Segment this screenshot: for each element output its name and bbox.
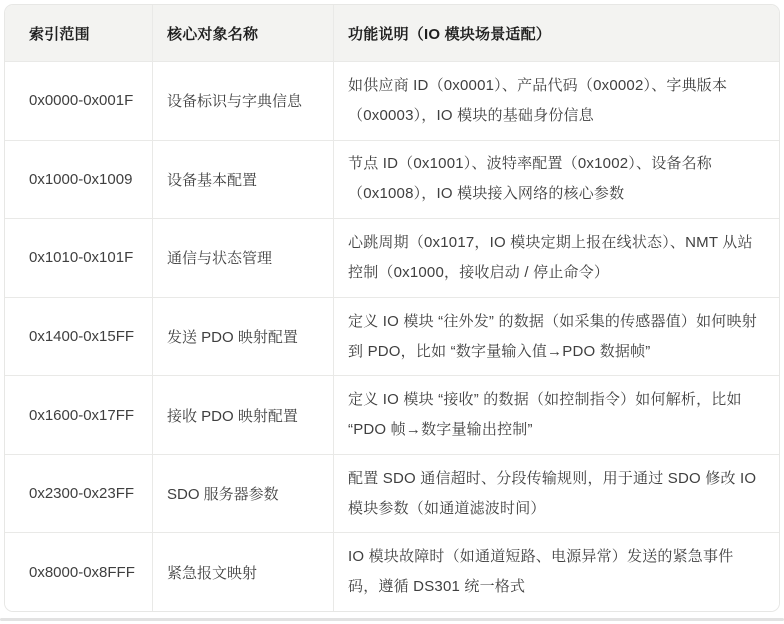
row-object-name-text: 设备基本配置 bbox=[167, 171, 258, 189]
row-function-description bbox=[333, 455, 779, 533]
row-function-description-text: 定义 IO 模块 “接收” 的数据（如控制指令）如何解析，比如 “PDO 帧→数字量输出控制” bbox=[348, 391, 742, 439]
row-object-name-text: SDO 服务器参数 bbox=[167, 486, 279, 504]
column-header-index-range: 索引范围 bbox=[29, 25, 90, 43]
row-index-range bbox=[5, 219, 152, 297]
row-index-range-text: 0x8000-0x8FFF bbox=[29, 563, 135, 581]
row-function-description bbox=[333, 219, 779, 297]
row-function-description-text: IO 模块故障时（如通道短路、电源异常）发送的紧急事件码，遵循 DS301 统一格式 bbox=[348, 548, 734, 596]
table-row bbox=[5, 532, 779, 611]
row-object-name bbox=[152, 219, 333, 297]
table-row bbox=[5, 61, 779, 140]
row-object-name bbox=[152, 298, 333, 376]
row-index-range-text: 0x1010-0x101F bbox=[29, 249, 134, 267]
column-header-object-name: 核心对象名称 bbox=[152, 5, 333, 61]
row-function-description-text: 如供应商 ID（0x0001）、产品代码（0x0002）、字典版本（0x0003），IO 模块的基础身份信息 bbox=[348, 76, 728, 124]
row-function-description bbox=[333, 141, 779, 219]
row-object-name bbox=[152, 533, 333, 611]
row-object-name-text: 通信与状态管理 bbox=[167, 250, 273, 268]
row-function-description bbox=[333, 62, 779, 140]
row-index-range-text: 0x1000-0x1009 bbox=[29, 170, 133, 188]
row-function-description-text: 心跳周期（0x1017，IO 模块定期上报在线状态）、NMT 从站控制（0x1000，接收启动 / 停止命令） bbox=[348, 233, 753, 281]
row-object-name bbox=[152, 376, 333, 454]
row-index-range bbox=[5, 141, 152, 219]
row-function-description-text: 定义 IO 模块 “往外发” 的数据（如采集的传感器值）如何映射到 PDO，比如 “数字量输入值→PDO 数据帧” bbox=[348, 312, 757, 360]
table-row bbox=[5, 375, 779, 454]
row-function-description bbox=[333, 298, 779, 376]
row-index-range-text: 0x0000-0x001F bbox=[29, 92, 134, 110]
horizontal-scrollbar-track[interactable] bbox=[0, 618, 784, 621]
row-index-range bbox=[5, 298, 152, 376]
row-object-name-text: 接收 PDO 映射配置 bbox=[167, 407, 298, 425]
row-function-description-text: 节点 ID（0x1001）、波特率配置（0x1002）、设备名称（0x1008），IO 模块接入网络的核心参数 bbox=[348, 155, 712, 203]
row-index-range bbox=[5, 376, 152, 454]
row-function-description bbox=[333, 533, 779, 611]
table-row bbox=[5, 454, 779, 533]
table-row bbox=[5, 140, 779, 219]
row-index-range bbox=[5, 62, 152, 140]
row-index-range bbox=[5, 533, 152, 611]
row-index-range-text: 0x2300-0x23FF bbox=[29, 485, 135, 503]
row-object-name-text: 发送 PDO 映射配置 bbox=[167, 329, 298, 347]
row-index-range bbox=[5, 455, 152, 533]
row-object-name bbox=[152, 455, 333, 533]
row-object-name-text: 设备标识与字典信息 bbox=[167, 93, 303, 111]
row-object-name-text: 紧急报文映射 bbox=[167, 564, 258, 582]
table-row bbox=[5, 218, 779, 297]
table-row bbox=[5, 297, 779, 376]
table-body bbox=[5, 61, 779, 611]
column-header-function-description: 功能说明（IO 模块场景适配） bbox=[333, 5, 779, 61]
table-header-row bbox=[5, 5, 779, 61]
object-dictionary-table bbox=[4, 4, 780, 612]
row-object-name bbox=[152, 62, 333, 140]
row-index-range-text: 0x1400-0x15FF bbox=[29, 328, 135, 346]
row-function-description bbox=[333, 376, 779, 454]
row-function-description-text: 配置 SDO 通信超时、分段传输规则，用于通过 SDO 修改 IO 模块参数（如通道滤波时间） bbox=[348, 469, 757, 517]
row-index-range-text: 0x1600-0x17FF bbox=[29, 406, 135, 424]
row-object-name bbox=[152, 141, 333, 219]
